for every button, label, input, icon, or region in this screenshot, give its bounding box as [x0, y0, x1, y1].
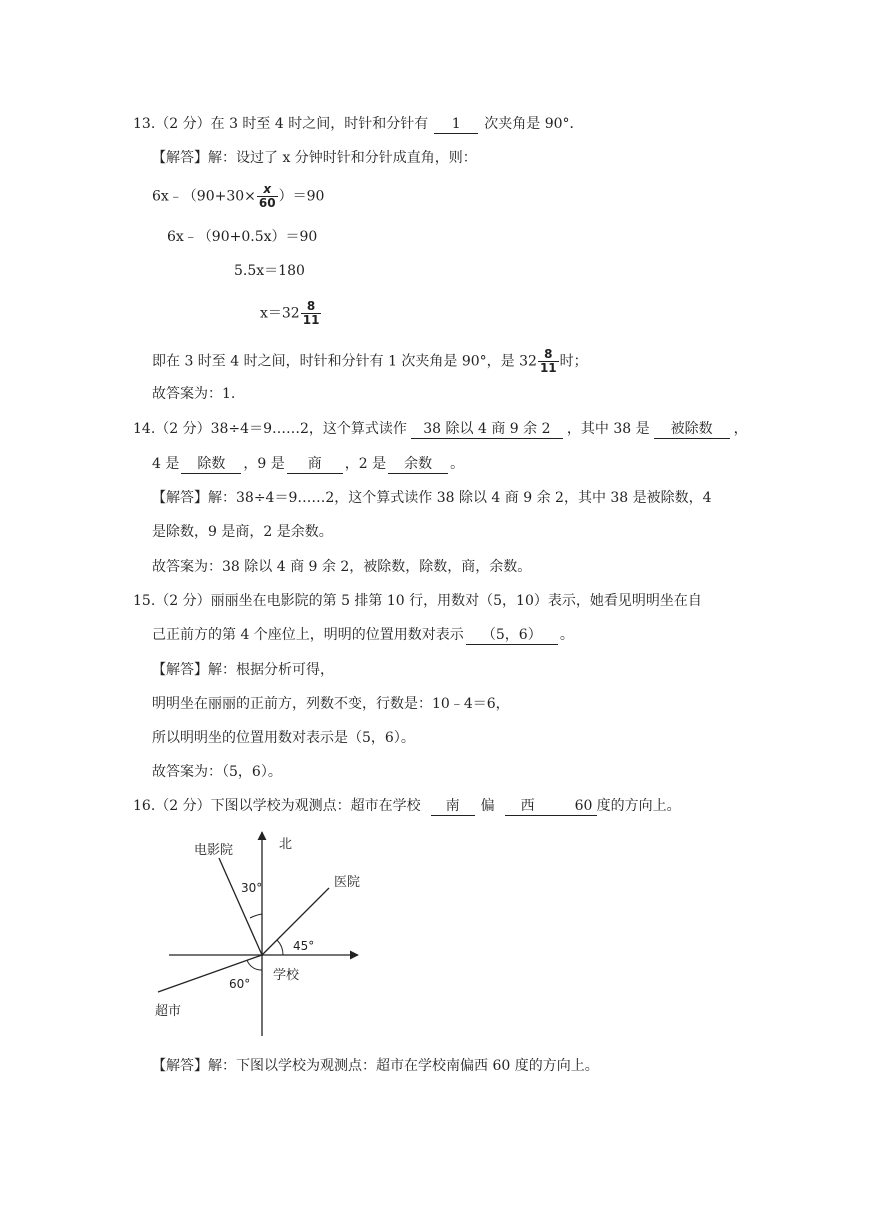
q16-blank-direction1: 南 [431, 798, 475, 816]
north-label: 北 [279, 837, 293, 852]
q13-summary: 即在 3 时至 4 时之间，时针和分针有 1 次夹角是 90°，是 32 $\frac{8}{11}$ 时； [152, 347, 588, 375]
angle-arc-hospital [277, 940, 283, 955]
q16-question: 16.（2 分）下图以学校为观测点：超市在学校 南 偏 西 60 度的方向上。 [133, 798, 681, 814]
fraction: $\frac{8}{11}$ [302, 299, 320, 327]
q16-solution: 【解答】解：下图以学校为观测点：超市在学校南偏西 60 度的方向上。 [152, 1058, 599, 1074]
q15-question-line2: 己正前方的第 4 个座位上，明明的位置用数对表示 （5，6） 。 [152, 627, 574, 643]
q13-equation-2: 6x﹣（90+0.5x）＝90 [167, 229, 318, 245]
q13-equation-3: 5.5x＝180 [234, 263, 305, 279]
angle-label-cinema: 30° [241, 881, 263, 895]
angle-label-supermarket: 60° [229, 977, 251, 991]
q13-question: 13.（2 分）在 3 时至 4 时之间，时针和分针有 1 次夹角是 90°． [133, 116, 584, 132]
q13-solution-intro: 【解答】解：设过了 x 分钟时针和分针成直角，则： [152, 150, 477, 166]
q13-answer-blank: 1 [434, 116, 478, 134]
q13-equation-1: 6x﹣（90+30× $\frac{x}{60}$ ）＝90 [152, 182, 325, 210]
q16-blank-direction2: 西 60 [505, 798, 597, 816]
q15-question-line1: 15.（2 分）丽丽坐在电影院的第 5 排第 10 行，用数对（5，10）表示，她看见明明坐在自 [133, 593, 702, 609]
hospital-label: 医院 [334, 875, 361, 890]
q14-blank-reading: 38 除以 4 商 9 余 2 [411, 421, 563, 439]
q14-solution-line1: 【解答】解：38÷4＝9……2，这个算式读作 38 除以 4 商 9 余 2，其中 38 是被除数，4 [152, 490, 712, 506]
q15-solution-step1: 明明坐在丽丽的正前方，列数不变，行数是：10﹣4＝6， [152, 696, 510, 712]
q14-blank-quotient: 商 [287, 456, 343, 474]
angle-label-hospital: 45° [293, 939, 315, 953]
q15-answer-blank: （5，6） [466, 627, 558, 645]
q15-final-answer: 故答案为：（5，6）。 [152, 764, 282, 780]
q15-solution-step2: 所以明明坐的位置用数对表示是（5，6）。 [152, 730, 415, 746]
q14-question-line2: 4 是 除数 ，9 是 商 ，2 是 余数 。 [152, 456, 465, 472]
cinema-label: 电影院 [194, 843, 234, 858]
direction-diagram [145, 828, 385, 1048]
q14-blank-divisor: 除数 [181, 456, 241, 474]
angle-arc-supermarket [247, 960, 262, 970]
q13-final-answer: 故答案为：1. [152, 386, 236, 402]
fraction: $\frac{8}{11}$ [539, 347, 557, 375]
angle-arc-cinema [250, 914, 262, 918]
supermarket-label: 超市 [155, 1004, 182, 1019]
q14-question-line1: 14.（2 分）38÷4＝9……2，这个算式读作 38 除以 4 商 9 余 2 ，其中 38 是 被除数 ， [133, 421, 748, 437]
q14-blank-dividend: 被除数 [654, 421, 730, 439]
q14-blank-remainder: 余数 [388, 456, 448, 474]
fraction: $\frac{x}{60}$ [258, 182, 276, 210]
q13-equation-4: x＝32 $\frac{8}{11}$ [260, 299, 320, 327]
q14-final-answer: 故答案为：38 除以 4 商 9 余 2，被除数，除数，商，余数。 [152, 559, 532, 575]
cinema-ray [219, 858, 262, 955]
q15-solution-intro: 【解答】解：根据分析可得， [152, 662, 334, 678]
q14-solution-line2: 是除数，9 是商，2 是余数。 [152, 524, 333, 540]
school-label: 学校 [273, 968, 300, 983]
